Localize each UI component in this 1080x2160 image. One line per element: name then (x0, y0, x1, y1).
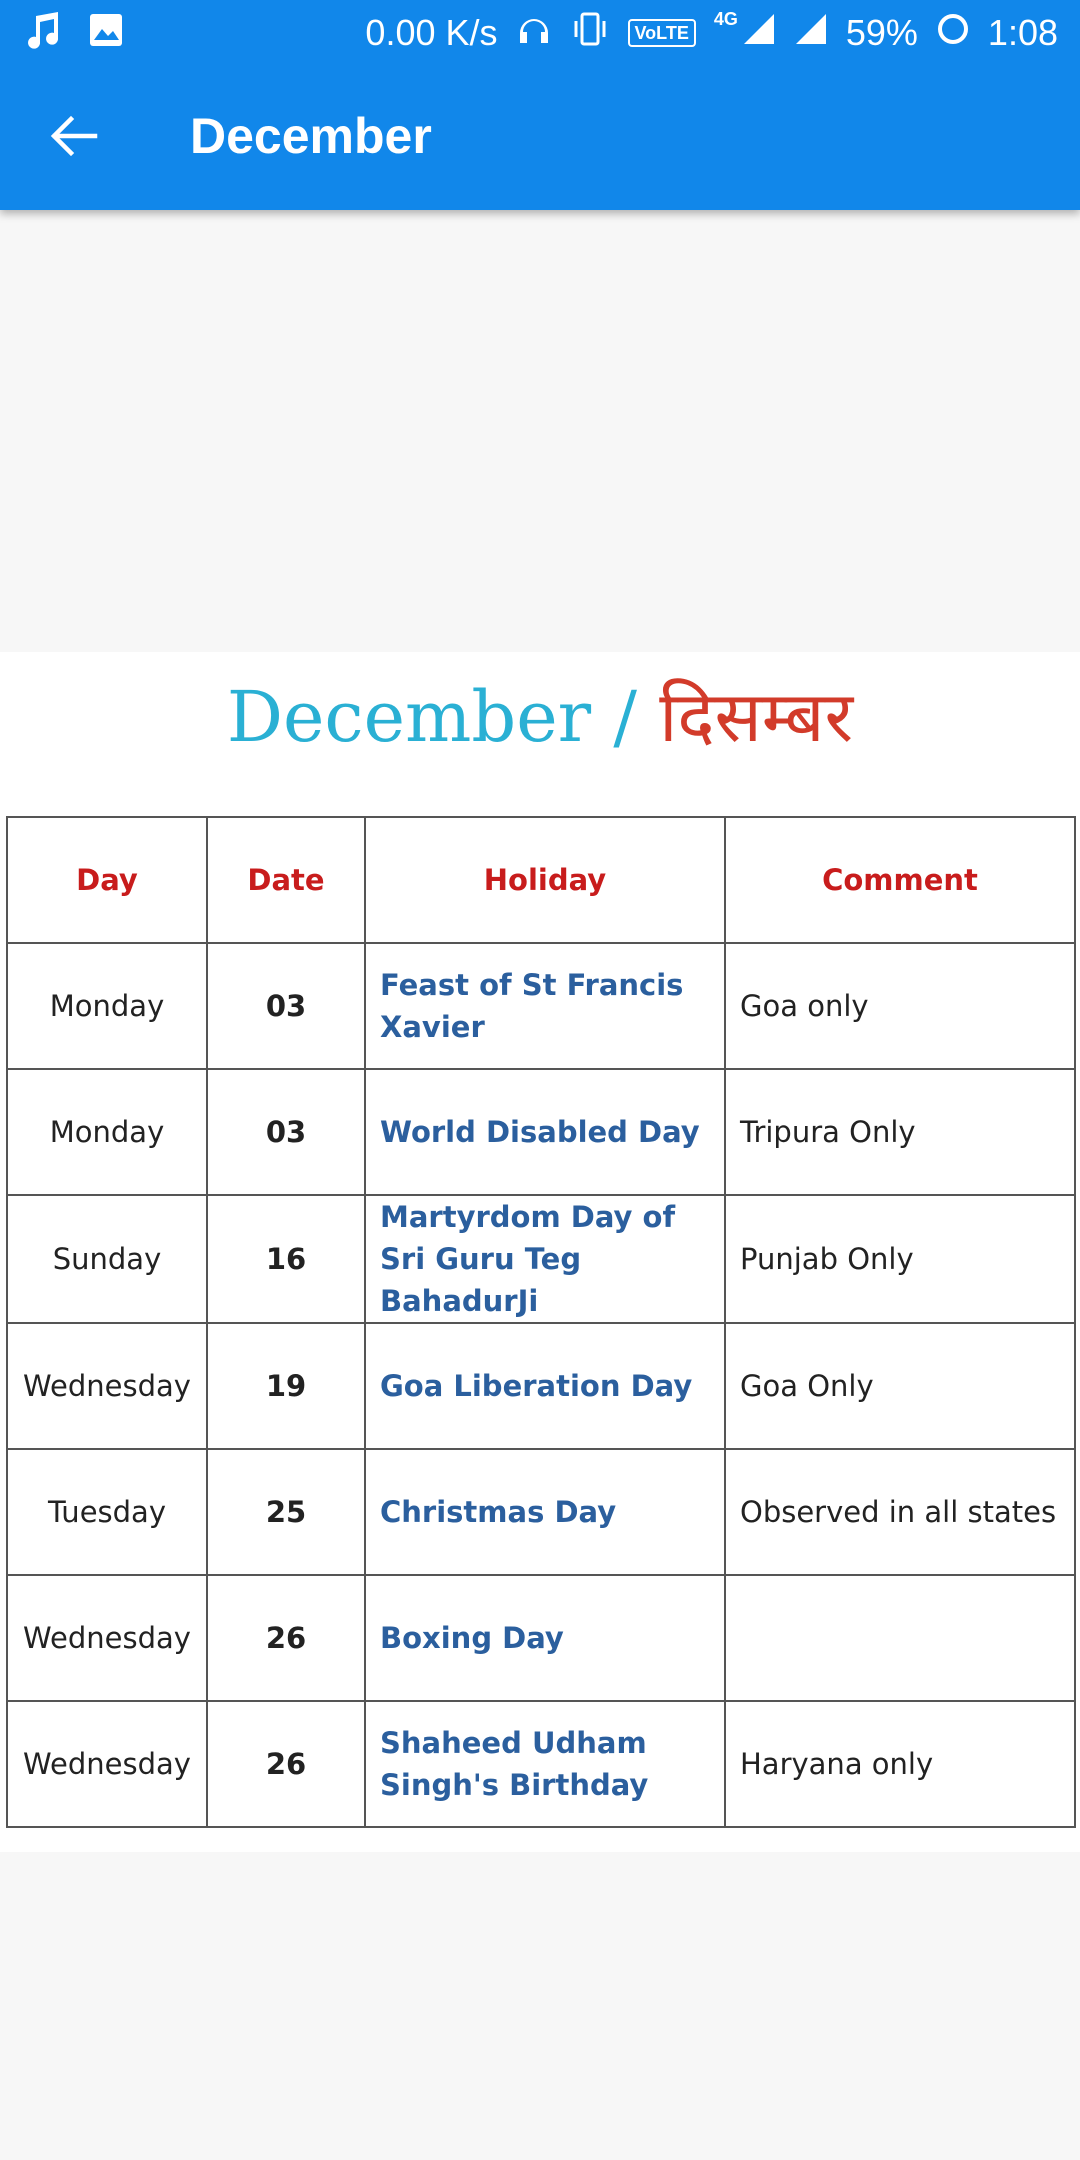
arrow-left-icon (49, 114, 99, 162)
cell-holiday: Boxing Day (365, 1575, 725, 1701)
back-button[interactable] (38, 108, 110, 168)
headphones-icon (516, 11, 552, 56)
cell-date: 03 (207, 1069, 365, 1195)
cell-date: 26 (207, 1701, 365, 1827)
clock: 1:08 (987, 12, 1058, 53)
cell-day: Wednesday (7, 1323, 207, 1449)
vibrate-icon (570, 11, 610, 56)
table-row (7, 1323, 1075, 1449)
cell-comment: Tripura Only (725, 1069, 1075, 1195)
network-type: 4G (713, 8, 738, 29)
table-row (7, 1195, 1075, 1323)
heading-hindi: दिसम्बर (659, 676, 854, 758)
cell-day: Monday (7, 1069, 207, 1195)
cell-comment (725, 1575, 1075, 1701)
cell-comment: Goa only (725, 943, 1075, 1069)
cell-holiday: Feast of St Francis Xavier (365, 943, 725, 1069)
table-row (7, 943, 1075, 1069)
signal-icon-2 (794, 12, 828, 55)
header-date: Date (207, 817, 365, 943)
holiday-table (6, 816, 1076, 1828)
table-row (7, 1069, 1075, 1195)
table-row (7, 1449, 1075, 1575)
signal-icon (742, 12, 776, 55)
heading-english: December (226, 676, 592, 758)
cell-comment: Haryana only (725, 1701, 1075, 1827)
holiday-image (0, 652, 1080, 1852)
cell-date: 03 (207, 943, 365, 1069)
cell-comment: Punjab Only (725, 1195, 1075, 1323)
volte-badge: VoLTE (628, 19, 696, 47)
cell-date: 26 (207, 1575, 365, 1701)
cell-day: Tuesday (7, 1449, 207, 1575)
cell-holiday: Shaheed Udham Singh's Birthday (365, 1701, 725, 1827)
header-comment: Comment (725, 817, 1075, 943)
music-note-icon (26, 10, 62, 59)
toolbar (0, 66, 1080, 210)
header-holiday: Holiday (365, 817, 725, 943)
month-heading (0, 652, 1080, 782)
table-row (7, 1575, 1075, 1701)
cell-holiday: Goa Liberation Day (365, 1323, 725, 1449)
heading-separator: / (591, 676, 660, 758)
cell-day: Wednesday (7, 1701, 207, 1827)
cell-day: Monday (7, 943, 207, 1069)
battery-percent: 59% (845, 12, 918, 53)
cell-holiday: World Disabled Day (365, 1069, 725, 1195)
battery-saver-icon (936, 12, 970, 55)
table-header-row (7, 817, 1075, 943)
cell-holiday: Christmas Day (365, 1449, 725, 1575)
app-bar (0, 0, 1080, 210)
network-speed: 0.00 K/s (365, 12, 498, 53)
header-day: Day (7, 817, 207, 943)
status-bar (0, 0, 1080, 66)
table-row (7, 1701, 1075, 1827)
cell-day: Sunday (7, 1195, 207, 1323)
page-title: December (190, 108, 432, 164)
cell-day: Wednesday (7, 1575, 207, 1701)
cell-date: 19 (207, 1323, 365, 1449)
cell-comment: Observed in all states (725, 1449, 1075, 1575)
cell-date: 25 (207, 1449, 365, 1575)
image-icon (88, 12, 124, 57)
cell-date: 16 (207, 1195, 365, 1323)
cell-comment: Goa Only (725, 1323, 1075, 1449)
cell-holiday: Martyrdom Day of Sri Guru Teg BahadurJi (365, 1195, 725, 1323)
